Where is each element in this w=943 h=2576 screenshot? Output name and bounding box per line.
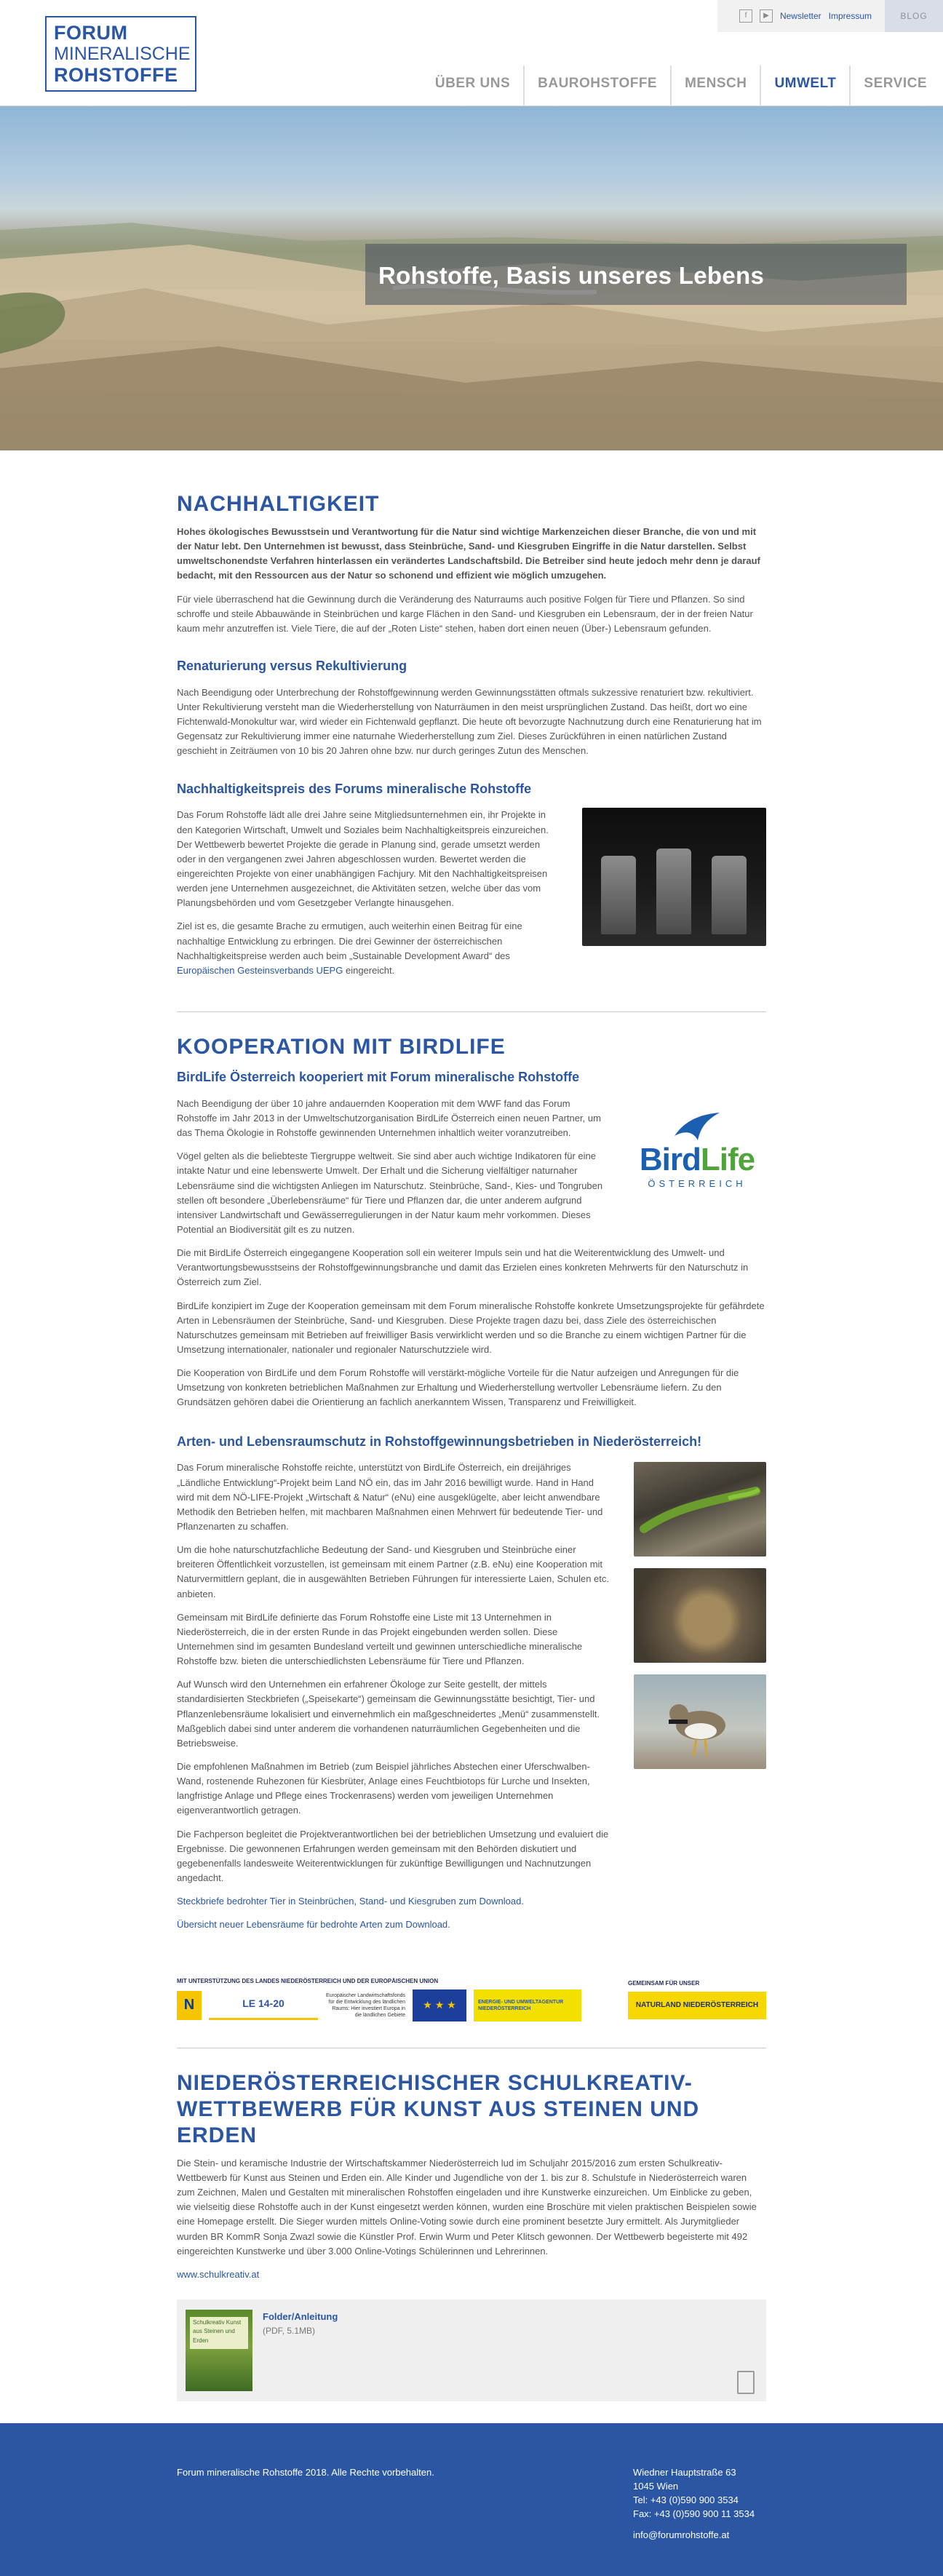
noe-logo: N <box>177 1991 202 2020</box>
paragraph: Gemeinsam mit BirdLife definierte das Forum Rohstoffe eine Liste mit 13 Unternehmen in Niederösterreich, die in der ersten Runde in das Projekt eingebunden werden sollen. Diese Unternehmen sind im gesamten Bundesland verteilt und gewinnen unterschiedliche mineralische Rohstoffe bzw. bieten die unterschiedlichsten Lebensräume für Tiere und Pflanzen. <box>177 1611 583 1667</box>
subheading-arten: Arten- und Lebensraumschutz in Rohstoffgewinnungsbetrieben in Niederösterreich! <box>177 1434 702 1449</box>
address-street: Wiedner Hauptstraße 63 <box>633 2466 736 2478</box>
birdlife-logo: BirdLife ÖSTERREICH <box>628 1097 766 1206</box>
paragraph: Die mit BirdLife Österreich eingegangene Kooperation soll ein weiterer Impuls sein und hat die Weiterentwicklung des Umwelt- und Verantwortungsbewusstseins der Rohstoffgewinnungsbranche und damit das Erzielen eines konkreten Mehrwerts für den Naturschutz in Österreich zum Ziel. <box>177 1247 749 1288</box>
hero-slider <box>0 106 943 450</box>
plover-photo <box>634 1674 766 1769</box>
blog-button[interactable]: BLOG <box>885 0 943 32</box>
le-logo: LE 14-20 <box>209 1991 318 2020</box>
paragraph: Die Stein- und keramische Industrie der Wirtschaftskammer Niederösterreich lud im Schuljahr 2015/2016 zum ersten Schulkreativ-Wettbewerb für Kunst aus Steinen und Erden ein. Alle Kinder und Jugendliche von der 1. bis zur 8. Schulstufe in Niederösterreich waren zum Zeichnen, Malen und Gestalten mit mineralischen Rohstoffen eingeladen und ihre Kunstwerke einzureichen. Um Einblicke zu geben, wie vielseitig diese Rohstoffe auch in der Kunst eingesetzt werden können, wurden eine Broschüre mit vielen praktischen Beispielen sowie eine Homepage erstellt. Die Sieger wurden mittels Online-Voting sowie durch eine prominent besetzte Jury ermittelt. Als Jurymitglieder wurden BR KommR Sonja Zwazl sowie die Künstler Prof. Erwin Wurm und Peter Klitsch gewonnen. Der Wettbewerb begeisterte mit 492 eingereichten Kunstwerke und über 3.000 Online-Votings Schülerinnen und Lehrerinnen. <box>177 2157 757 2257</box>
nav-item-mensch[interactable]: MENSCH <box>670 65 760 106</box>
nav-item-umwelt[interactable]: UMWELT <box>760 65 849 106</box>
trophy-photo <box>582 808 766 946</box>
paragraph: Die Fachperson begleitet die Projektverantwortlichen bei der betrieblichen Umsetzung und evaluiert die Ergebnisse. Die gewonnenen Erfahrungen werden gemeinsam mit den Behörden diskutiert und gegebenenfalls landesweite Weiterentwicklungen für zukünftige Bewilligungen und Nachnutzungen angedacht. <box>177 1828 609 1883</box>
phone-number: Tel: +43 (0)590 900 3534 <box>633 2494 739 2505</box>
paragraph: Die empfohlenen Maßnahmen im Betrieb (zum Beispiel jährliches Abstechen einer Uferschwalben-Wand, rostenende Ruhezonen für Kiesbrüter, Anlage eines Feuchtbiotops für Lurche und Insekten, langfristige Anlage und Pflege eines Trockenrasens) werden vom jeweiligen Unternehmen eigenverantwortlich getragen. <box>177 1761 590 1816</box>
utility-bar <box>717 0 943 32</box>
paragraph: Für viele überraschend hat die Gewinnung durch die Veränderung des Naturraums auch positive Folgen für Tiere und Pflanzen. So sind schroffe und steile Abbauwände in Steinbrüchen und karge Flächen in den Sand- und Kiesgruben ein Lebensraum, der in der freien Natur kaum mehr anzutreffen ist. Viele Tiere, die auf der „Roten Liste“ stehen, haben dort einen neuen (Über-) Lebensraum gefunden. <box>177 593 753 634</box>
section-title-schulkreativ: NIEDERÖSTERREICHISCHER SCHULKREATIV-WETTBEWERB FÜR KUNST AUS STEINEN UND ERDEN <box>177 2070 700 2147</box>
paragraph: Um die hohe naturschutzfachliche Bedeutung der Sand- und Kiesgruben und Steinbrüche einer breiteren Öffentlichkeit vorzustellen, ist gemeinsam mit einem Partner (z.B. eNu) eine Kooperation mit Naturvermittlern geplant, die in ausgewählten Betrieben Führungen für interessierte Laien, Schulen etc. anbieten. <box>177 1544 610 1599</box>
main-nav <box>422 65 940 106</box>
fax-number: Fax: +43 (0)590 900 11 3534 <box>633 2508 755 2519</box>
nav-item-ueber-uns[interactable]: ÜBER UNS <box>434 76 511 91</box>
logo-line-3: ROHSTOFFE <box>54 64 178 86</box>
footer-address <box>633 2465 755 2542</box>
nav-item-service[interactable]: SERVICE <box>849 65 940 106</box>
eu-text: Europäischer Landwirtschaftsfonds für die Entwicklung des ländlichen Raums: Hier investiert Europa in die ländlichen Gebiete <box>326 1992 405 2018</box>
main-content <box>177 450 766 2401</box>
download-size: (PDF, 5.1MB) <box>263 2326 316 2337</box>
paragraph: Auf Wunsch wird den Unternehmen ein erfahrener Ökologe zur Seite gestellt, der mittels standardisierten Steckbriefen („Speisekarte“) gemeinsam die Gewinnungsstätte besichtigt, Tier- und Pflanzenlebensräume lokalisiert und einvernehmlich ein maßgeschneidertes „Menü“ zusammenstellt. Maßgeblich dabei sind unter anderem die vorhandenen naturräumlichen Gegebenheiten und die Betriebsweise. <box>177 1679 600 1749</box>
naturland-logo: NATURLAND NIEDERÖSTERREICH <box>628 1992 766 2019</box>
download-title[interactable]: Folder/Anleitung <box>263 2310 338 2322</box>
site-footer <box>0 2423 943 2576</box>
paragraph: Nach Beendigung der über 10 jahre andauernden Kooperation mit dem WWF fand das Forum Rohstoffe im Jahr 2013 in der Umweltschutzorganisation BirdLife Österreich einen neuen Partner, um das Thema Ökologie in Rohstoffe gewinnenden Unternehmen inhaltlich weiter voranzutreiben. <box>177 1097 601 1139</box>
paragraph: Ziel ist es, die gesamte Brache zu ermutigen, auch weiterhin einen Beitrag für eine nachhaltige Entwicklung zu erbringen. Die drei Gewinner der österreichischen Nachhaltigkeitspreise werden auch beim „Sustainable Development Award“ des Europäischen Gesteinsverbands UEPG eingereicht. <box>177 921 522 976</box>
section-title-nachhaltigkeit: NACHHALTIGKEIT <box>177 492 380 516</box>
copyright-text: Forum mineralische Rohstoffe 2018. Alle Rechte vorbehalten. <box>177 2466 434 2478</box>
lebensraeume-download-link[interactable]: Übersicht neuer Lebensräume für bedrohte Arten zum Download. <box>177 1919 450 1931</box>
eu-flag: ★ ★ ★ <box>413 1989 466 2022</box>
lead-paragraph: Hohes ökologisches Bewusstsein und Verantwortung für die Natur sind wichtige Markenzeichen dieser Branche, die von und mit der Natur lebt. Den Unternehmen ist bewusst, dass Steinbrüche, Sand- und Kiesgruben Eingriffe in die Natur darstellen. Selbst umweltschonendste Verfahren hinterlassen ein verändertes Landschaftsbild. Die Betreiber sind heute jedoch mehr denn je darauf bedacht, mit den Ressourcen aus der Natur so schonend und effizient wie möglich umzugehen. <box>177 526 760 581</box>
logo-line-1: FORUM <box>54 22 128 44</box>
steckbriefe-download-link[interactable]: Steckbriefe bedrohter Tier in Steinbrüchen, Stand- und Kiesgruben zum Download. <box>177 1896 524 1907</box>
paragraph: Nach Beendigung oder Unterbrechung der Rohstoffgewinnung werden Gewinnungsstätten oftmals sukzessive renaturiert bzw. rekultiviert. Unter Rekultivierung versteht man die Wiederherstellung von Naturräumen in den meist ursprünglichen Zustand. Das heißt, dort wo eine Fichtenwald-Monokultur war, wird wieder ein Fichtenwald gepflanzt. Die heute oft bevorzugte Nachnutzung durch eine Renaturierung hat im Gegensatz zur Rekultivierung immer eine naturnahe Wiederherstellung zum Ziel. Dieses Zurückführen in einen natürlichen Zustand geschieht in Zeiträumen von 10 bis 20 Jahren ohne bzw. nur durch geringes Zutun des Menschen. <box>177 686 762 757</box>
folder-cover-image: Schulkreativ Kunst aus Steinen und Erden <box>186 2310 252 2391</box>
bird-icon <box>672 1111 723 1143</box>
enu-logo: ENERGIE- UND UMWELTAGENTUR NIEDERÖSTERREICH <box>474 1989 581 2022</box>
logo-line-2: MINERALISCHE <box>54 44 191 64</box>
impressum-link[interactable]: Impressum <box>828 10 872 21</box>
toad-photo <box>634 1568 766 1663</box>
paragraph: Das Forum Rohstoffe lädt alle drei Jahre seine Mitgliedsunternehmen ein, ihr Projekte in den Kategorien Wirtschaft, Umwelt und Soziales beim Nachhaltigkeitspreis einzureichen. Der Wettbewerb bewertet Projekte die gerade in Planung sind, gerade umsetzt werden oder in den vergangenen zwei Jahren abgeschlossen wurden. Bewertet werden die eingereichten Projekte von einer unabhängigen Fachjury. Mit den Nachhaltigkeitspreisen werden jene Unternehmen ausgezeichnet, die Aktivitäten setzen, welche über das vom Planungsbehörden und vom Gesetzgeber Verlangte hinausgehen. <box>177 809 549 909</box>
newsletter-link[interactable]: Newsletter <box>779 10 821 21</box>
subheading-birdlife: BirdLife Österreich kooperiert mit Forum mineralische Rohstoffe <box>177 1070 580 1085</box>
address-city: 1045 Wien <box>633 2480 679 2492</box>
youtube-icon[interactable]: ▶ <box>760 9 773 23</box>
facebook-icon[interactable]: f <box>739 9 752 23</box>
site-logo[interactable] <box>45 16 196 92</box>
nav-item-baurohstoffe[interactable]: BAUROHSTOFFE <box>523 65 670 106</box>
subheading-nachhaltigkeitspreis: Nachhaltigkeitspreis des Forums mineralische Rohstoffe <box>177 781 532 796</box>
paragraph: Vögel gelten als die beliebteste Tiergruppe weltweit. Sie sind aber auch wichtige Indikatoren für eine intakte Natur und eine lebenswerte Umwelt. Der Erhalt und die Sicherung vielfältiger naturnaher Lebensräume sind die wichtigsten Anliegen im Naturschutz. Steinbrüche, Sand-, Kies- und Tongruben stellen oft besondere „Überlebensräume“ für Tiere und Pflanzen dar, die unter anderem aufgrund intensiver Landwirtschaft und Gewässerregulierungen in der Natur kaum mehr vorkommen. Dieses Potential an Biodiversität gilt es zu nutzen. <box>177 1150 603 1236</box>
paragraph: Das Forum mineralische Rohstoffe reichte, unterstützt von BirdLife Österreich, ein dreijähriges „Ländliche Entwicklung“-Projekt beim Land NÖ ein, das im Jahr 2016 bewilligt wurde. Hand in Hand wird mit dem NÖ-LIFE-Projekt „Wirtschaft & Natur“ (eNu) eine ausgeklügelte, aber leicht anwendbare Methodik den Betrieben helfen, mit machbaren Maßnahmen einen Mehrwert für bedeutende Tier- und Pflanzenarten zu schaffen. <box>177 1462 603 1533</box>
download-box[interactable] <box>177 2299 766 2401</box>
lizard-photo <box>634 1462 766 1557</box>
paragraph: BirdLife konzipiert im Zuge der Kooperation gemeinsam mit dem Forum mineralische Rohstoffe konkrete Umsetzungsprojekte für gefährdete Arten in Lebensräumen der Steinbrüche, Sand- und Kiesgruben. Diese Projekte tragen dazu bei, dass Ziele des österreichischen Naturschutzes gemeinsam mit Betrieben auf freiwilliger Basis verwirklicht werden und so die Branche zu einem wichtigen Partner für die Umsetzung internationaler, nationaler und regionaler Naturschutzziele wird. <box>177 1300 765 1356</box>
document-icon[interactable] <box>737 2371 755 2394</box>
email-link[interactable]: info@forumrohstoffe.at <box>633 2529 730 2540</box>
uepg-link[interactable]: Europäischen Gesteinsverbands UEPG <box>177 964 343 976</box>
funding-logos: MIT UNTERSTÜTZUNG DES LANDES NIEDERÖSTERREICH UND DER EUROPÄISCHEN UNION N LE 14-20 Europäischer Landwirtschaftsfonds für die Entwicklung des ländlichen Raums: Hier investiert Europa in die ländlichen Gebiete ★ ★ ★ ENERGIE- UND UMWELTAGENTUR NIEDERÖSTERREICH GEMEINSAM FÜR UNSER NATURLAND NIEDERÖSTERREICH <box>177 1965 766 2032</box>
paragraph: Die Kooperation von BirdLife und dem Forum Rohstoffe will verstärkt-mögliche Vorteile für die Natur aufzeigen und Anregungen für die Umsetzung von konkreten betrieblichen Maßnahmen zur Erhaltung und Wiederherstellung wertvoller Lebensräume liefern. Zu den Grundsätzen gehören dabei die Orientierung an fachlich anerkanntem Wissen, Transparenz und Freiwilligkeit. <box>177 1367 739 1408</box>
section-title-birdlife: KOOPERATION MIT BIRDLIFE <box>177 1035 506 1060</box>
hero-caption: Rohstoffe, Basis unseres Lebens <box>365 244 907 305</box>
divider <box>177 1011 766 1012</box>
site-header <box>0 0 943 106</box>
subheading-renaturierung: Renaturierung versus Rekultivierung <box>177 658 407 673</box>
schulkreativ-link[interactable]: www.schulkreativ.at <box>177 2268 260 2280</box>
